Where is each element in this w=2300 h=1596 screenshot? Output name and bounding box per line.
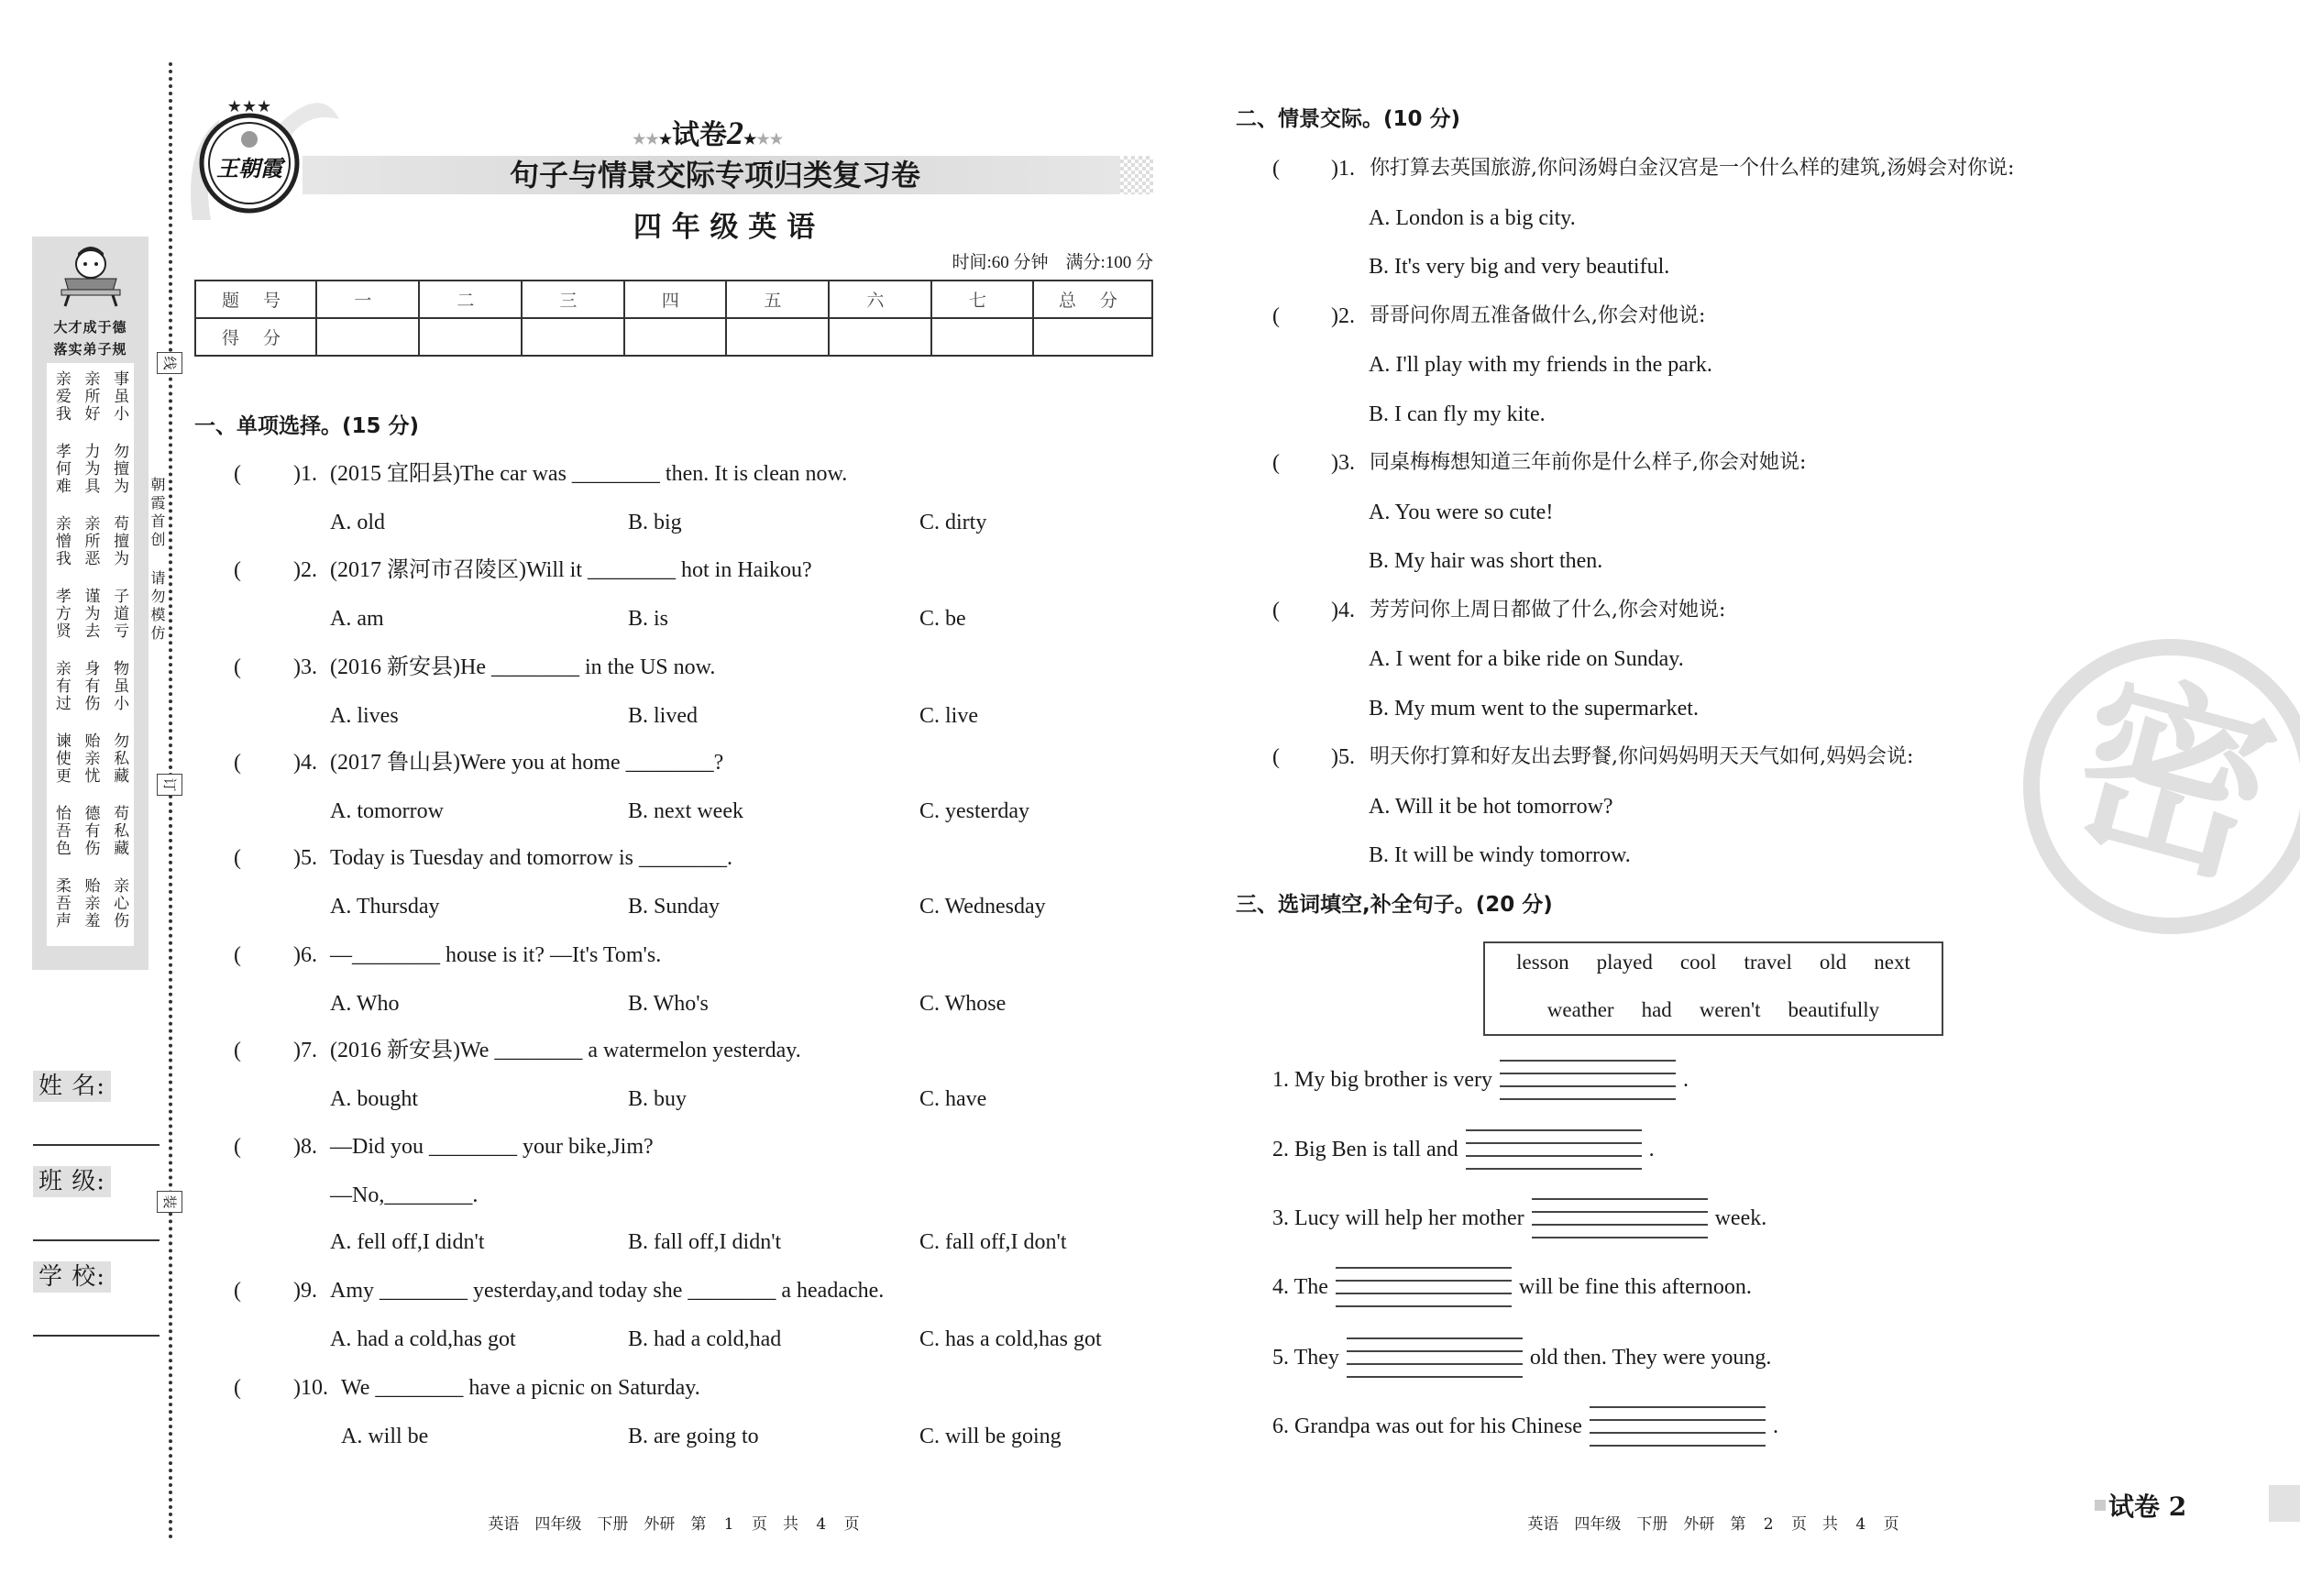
poem-verse-column: 柔吾声: [51, 877, 71, 930]
option-b: B. fall off,I didn't: [628, 1230, 782, 1254]
paper-number: 2: [727, 115, 744, 151]
fill-in-sentence-2: [1272, 1126, 1655, 1173]
option-a: A. I'll play with my friends in the park.: [1369, 353, 1712, 377]
confidential-seal-watermark: [2017, 633, 2300, 944]
option-a: A. old: [330, 511, 385, 534]
answer-bracket[interactable]: (: [234, 1376, 241, 1400]
question-number: )4.: [1331, 598, 1355, 622]
option-b: B. next week: [628, 799, 743, 823]
sentence-after: .: [1648, 1137, 1655, 1161]
score-table-score-row: [195, 318, 1152, 356]
question-stem: (2016 新安县)We ________ a watermelon yesterday.: [330, 1039, 801, 1062]
word-bank-word: old: [1819, 951, 1847, 974]
option-a: A. had a cold,has got: [330, 1327, 516, 1351]
answer-bracket[interactable]: (: [1272, 303, 1280, 328]
poem-verse-group: [47, 877, 134, 930]
sentence-after: week.: [1714, 1205, 1767, 1230]
answer-bracket[interactable]: (: [234, 943, 241, 967]
score-header-cell: 七: [931, 281, 1033, 318]
answer-bracket[interactable]: (: [234, 462, 241, 486]
binding-dotted-line: [169, 62, 172, 1540]
option-b: B. Who's: [628, 992, 709, 1016]
poem-verse-column: 亲憎我: [51, 515, 71, 567]
option-c: C. fall off,I don't: [919, 1230, 1067, 1254]
question-number: )3.: [293, 655, 317, 679]
answer-bracket[interactable]: (: [234, 1039, 241, 1062]
word-bank-word: had: [1641, 998, 1672, 1021]
four-line-writing-grid[interactable]: [1532, 1198, 1708, 1238]
option-b: B. Sunday: [628, 895, 721, 919]
option-b: B. buy: [628, 1087, 688, 1111]
fill-in-sentence-5: [1272, 1334, 1771, 1381]
word-bank-row: [1485, 998, 1942, 1022]
option-a: A. fell off,I didn't: [330, 1230, 485, 1254]
answer-bracket[interactable]: (: [234, 655, 241, 679]
option-b: B. big: [628, 511, 682, 534]
score-header-cell: 题 号: [195, 281, 316, 318]
cut-mark-zhuang: 装: [157, 1191, 182, 1213]
word-bank-word: cool: [1679, 951, 1717, 974]
question-number: )1.: [293, 462, 317, 486]
poem-verse-group: [47, 732, 134, 785]
score-input-cell[interactable]: [829, 318, 931, 356]
option-b: B. had a cold,had: [628, 1327, 782, 1351]
poem-verse-column: 勿擅为: [110, 443, 129, 495]
poem-verse-group: [47, 588, 134, 640]
four-line-writing-grid[interactable]: [1500, 1060, 1676, 1100]
corner-tag-decoration: [2095, 1500, 2106, 1511]
poem-verse-column: 事虽小: [110, 370, 129, 423]
score-header-cell: 总 分: [1033, 281, 1152, 318]
question-stem: 哥哥问你周五准备做什么,你会对他说:: [1370, 303, 1706, 327]
score-input-cell[interactable]: [726, 318, 829, 356]
copyright-note-2: 请勿模仿: [149, 570, 166, 644]
page2-footer: 英语 四年级 下册 外研 第 2 页 共 4 页: [1527, 1515, 1899, 1534]
question-number: )6.: [293, 943, 317, 967]
question-stem-reply: —No,________.: [330, 1183, 479, 1207]
poem-verse-column: 亲所好: [81, 370, 100, 423]
answer-bracket[interactable]: (: [234, 1135, 241, 1159]
copyright-note-1: 朝霞首创: [149, 477, 166, 550]
option-a: A. I went for a bike ride on Sunday.: [1369, 647, 1684, 671]
sentence-after: .: [1772, 1414, 1778, 1438]
question-stem: 明天你打算和好友出去野餐,你问妈妈明天天气如何,妈妈会说:: [1370, 745, 1914, 768]
option-c: C. Whose: [919, 992, 1007, 1016]
option-b: B. It's very big and very beautiful.: [1369, 255, 1670, 279]
question-stem: We ________ have a picnic on Saturday.: [341, 1376, 700, 1400]
word-bank-word: travel: [1744, 951, 1792, 974]
option-a: A. tomorrow: [330, 799, 444, 823]
question-stem: (2016 新安县)He ________ in the US now.: [330, 655, 716, 679]
reading-child-illustration: [58, 244, 124, 308]
poem-verse-column: 谨为去: [81, 588, 100, 640]
motto-line-2: 落实弟子规: [53, 341, 127, 358]
fill-in-sentence-4: [1272, 1263, 1752, 1311]
paper-number-heading: ★★★试卷2★★★: [633, 115, 784, 151]
option-c: C. Wednesday: [919, 895, 1046, 919]
poem-verse-group: [47, 443, 134, 495]
student-field-label-0: 姓 名:: [33, 1071, 111, 1102]
question-stem: (2017 漯河市召陵区)Will it ________ hot in Haikou?: [330, 558, 812, 582]
question-number: )5.: [1331, 745, 1355, 769]
option-b: B. My hair was short then.: [1369, 549, 1603, 573]
question-number: )9.: [293, 1279, 317, 1303]
option-b: B. lived: [628, 704, 698, 728]
motto-line-1: 大才成于德: [53, 319, 127, 336]
poem-verse-column: 谏使更: [51, 732, 71, 785]
four-line-writing-grid[interactable]: [1466, 1129, 1642, 1170]
student-field-label-1: 班 级:: [33, 1166, 111, 1197]
answer-bracket[interactable]: (: [1272, 598, 1280, 622]
option-b: B. I can fly my kite.: [1369, 402, 1546, 426]
score-header-cell: 三: [522, 281, 624, 318]
score-table-header-row: [195, 281, 1152, 318]
logo-text: 王朝霞: [216, 155, 282, 182]
sentence-before: 6. Grandpa was out for his Chinese: [1272, 1414, 1582, 1438]
word-bank-word: played: [1596, 951, 1653, 974]
option-a: A. bought: [330, 1087, 418, 1111]
poem-verse-column: 贻亲忧: [81, 732, 100, 785]
sentence-after: will be fine this afternoon.: [1518, 1274, 1752, 1299]
word-bank-word: lesson: [1516, 951, 1569, 974]
sentence-before: 5. They: [1272, 1345, 1339, 1370]
answer-bracket[interactable]: (: [1272, 745, 1280, 769]
four-line-writing-grid[interactable]: [1336, 1267, 1512, 1307]
seal-character: 密: [2051, 645, 2295, 913]
option-a: A. lives: [330, 704, 399, 728]
question-stem: 芳芳问你上周日都做了什么,你会对她说:: [1370, 598, 1726, 622]
poem-verse-column: 亲心伤: [110, 877, 129, 930]
question-number: )10.: [293, 1376, 328, 1400]
question-stem: (2015 宜阳县)The car was ________ then. It is clean now.: [330, 462, 848, 486]
option-a: A. You were so cute!: [1369, 500, 1554, 524]
word-bank-word: beautifully: [1788, 998, 1880, 1021]
option-c: C. have: [919, 1087, 987, 1111]
question-stem: —Did you ________ your bike,Jim?: [330, 1135, 654, 1159]
option-c: C. yesterday: [919, 799, 1029, 823]
option-a: A. Who: [330, 992, 400, 1016]
sentence-before: 4. The: [1272, 1274, 1328, 1299]
sentence-after: .: [1682, 1067, 1689, 1092]
answer-bracket[interactable]: (: [1272, 157, 1280, 181]
option-a: A. will be: [341, 1425, 429, 1448]
dizigui-poem: [47, 363, 134, 946]
word-bank-word: weren't: [1699, 998, 1761, 1021]
answer-bracket[interactable]: (: [1272, 451, 1280, 475]
option-a: A. Will it be hot tomorrow?: [1369, 794, 1613, 819]
poem-verse-group: [47, 805, 134, 857]
cut-mark-xian: 线: [157, 352, 182, 374]
corner-paper-tag: 试卷 2: [2108, 1491, 2187, 1522]
corner-tag-bar: [2269, 1485, 2300, 1522]
question-number: )4.: [293, 751, 317, 775]
poem-verse-column: 身有伤: [81, 660, 100, 712]
page1-footer: 英语 四年级 下册 外研 第 1 页 共 4 页: [488, 1515, 860, 1534]
sentence-before: 3. Lucy will help her mother: [1272, 1205, 1524, 1230]
student-field-blank-2[interactable]: [33, 1335, 160, 1337]
paper-tag: 试卷: [672, 119, 728, 151]
score-header-cell: 一: [316, 281, 419, 318]
section1-heading: 一、单项选择。(15 分): [194, 414, 420, 438]
score-input-cell[interactable]: [522, 318, 624, 356]
dizigui-sidebar: [32, 237, 149, 970]
score-header-cell: 六: [829, 281, 931, 318]
score-header-cell: 五: [726, 281, 829, 318]
poem-verse-column: 力为具: [81, 443, 100, 495]
student-field-blank-1[interactable]: [33, 1239, 160, 1241]
score-header-cell: 四: [624, 281, 726, 318]
answer-bracket[interactable]: (: [234, 1279, 241, 1303]
word-bank-box: [1483, 941, 1943, 1036]
option-a: A. Thursday: [330, 895, 440, 919]
section3-heading: 三、选词填空,补全句子。(20 分): [1236, 893, 1553, 917]
sentence-before: 1. My big brother is very: [1272, 1067, 1492, 1092]
four-line-writing-grid[interactable]: [1590, 1406, 1766, 1447]
poem-verse-group: [47, 660, 134, 712]
score-input-cell[interactable]: [316, 318, 419, 356]
fill-in-sentence-1: [1272, 1056, 1689, 1104]
poem-verse-group: [47, 515, 134, 567]
question-number: )3.: [1331, 451, 1355, 475]
svg-text:★★★: ★★★: [226, 97, 272, 116]
question-stem: 你打算去英国旅游,你问汤姆白金汉宫是一个什么样的建筑,汤姆会对你说:: [1370, 157, 2015, 180]
word-bank-row: [1485, 951, 1942, 974]
option-b: B. It will be windy tomorrow.: [1369, 843, 1631, 867]
poem-verse-column: 亲有过: [51, 660, 71, 712]
answer-bracket[interactable]: (: [234, 751, 241, 775]
poem-verse-column: 物虽小: [110, 660, 129, 712]
score-input-cell[interactable]: [419, 318, 522, 356]
answer-bracket[interactable]: (: [234, 846, 241, 870]
student-field-label-2: 学 校:: [33, 1261, 111, 1293]
poem-verse-column: 子道亏: [110, 588, 129, 640]
poem-verse-column: 苟擅为: [110, 515, 129, 567]
student-field-blank-0[interactable]: [33, 1144, 160, 1146]
sentence-before: 2. Big Ben is tall and: [1272, 1137, 1458, 1161]
question-stem: 同桌梅梅想知道三年前你是什么样子,你会对她说:: [1370, 451, 1807, 474]
question-stem: Today is Tuesday and tomorrow is ________.: [330, 846, 732, 870]
question-number: )7.: [293, 1039, 317, 1062]
question-stem: —________ house is it? —It's Tom's.: [330, 943, 662, 967]
question-number: )2.: [1331, 303, 1355, 328]
poem-verse-column: 苟私藏: [110, 805, 129, 857]
question-number: )5.: [293, 846, 317, 870]
option-c: C. dirty: [919, 511, 987, 534]
poem-verse-column: 孝何难: [51, 443, 71, 495]
poem-verse-column: 怡吾色: [51, 805, 71, 857]
question-number: )1.: [1331, 157, 1355, 181]
cut-mark-ding: 订: [157, 774, 182, 796]
poem-verse-column: 亲爱我: [51, 370, 71, 423]
four-line-writing-grid[interactable]: [1347, 1337, 1523, 1378]
question-number: )8.: [293, 1135, 317, 1159]
option-c: C. has a cold,has got: [919, 1327, 1102, 1351]
option-a: A. London is a big city.: [1369, 205, 1576, 230]
option-c: C. will be going: [919, 1425, 1062, 1448]
paper-subtitle: 四 年 级 英 语: [633, 211, 816, 244]
score-input-cell[interactable]: [931, 318, 1033, 356]
option-b: B. are going to: [628, 1425, 759, 1448]
poem-verse-column: 德有伤: [81, 805, 100, 857]
fill-in-sentence-6: [1272, 1403, 1778, 1450]
option-c: C. live: [919, 704, 978, 728]
option-a: A. am: [330, 607, 384, 631]
score-input-cell[interactable]: [1033, 318, 1152, 356]
score-row-label: 得 分: [195, 318, 316, 356]
option-b: B. is: [628, 607, 669, 631]
score-input-cell[interactable]: [624, 318, 726, 356]
poem-verse-column: 孝方贤: [51, 588, 71, 640]
score-table: [194, 280, 1153, 357]
poem-verse-column: 勿私藏: [110, 732, 129, 785]
section2-heading: 二、情景交际。(10 分): [1236, 107, 1461, 131]
paper-title: 句子与情景交际专项归类复习卷: [509, 158, 920, 193]
answer-bracket[interactable]: (: [234, 558, 241, 582]
option-c: C. be: [919, 607, 966, 631]
poem-verse-column: 亲所恶: [81, 515, 100, 567]
poem-verse-column: 贻亲羞: [81, 877, 100, 930]
word-bank-word: next: [1874, 951, 1910, 974]
question-number: )2.: [293, 558, 317, 582]
word-bank-word: weather: [1546, 998, 1614, 1021]
time-and-score-info: 时间:60 分钟 满分:100 分: [952, 253, 1153, 272]
poem-verse-group: [47, 370, 134, 423]
option-b: B. My mum went to the supermarket.: [1369, 696, 1699, 721]
score-header-cell: 二: [419, 281, 522, 318]
sentence-after: old then. They were young.: [1529, 1345, 1772, 1370]
question-stem: Amy ________ yesterday,and today she ________ a headache.: [330, 1279, 885, 1303]
question-stem: (2017 鲁山县)Were you at home ________?: [330, 751, 724, 775]
fill-in-sentence-3: [1272, 1194, 1766, 1242]
